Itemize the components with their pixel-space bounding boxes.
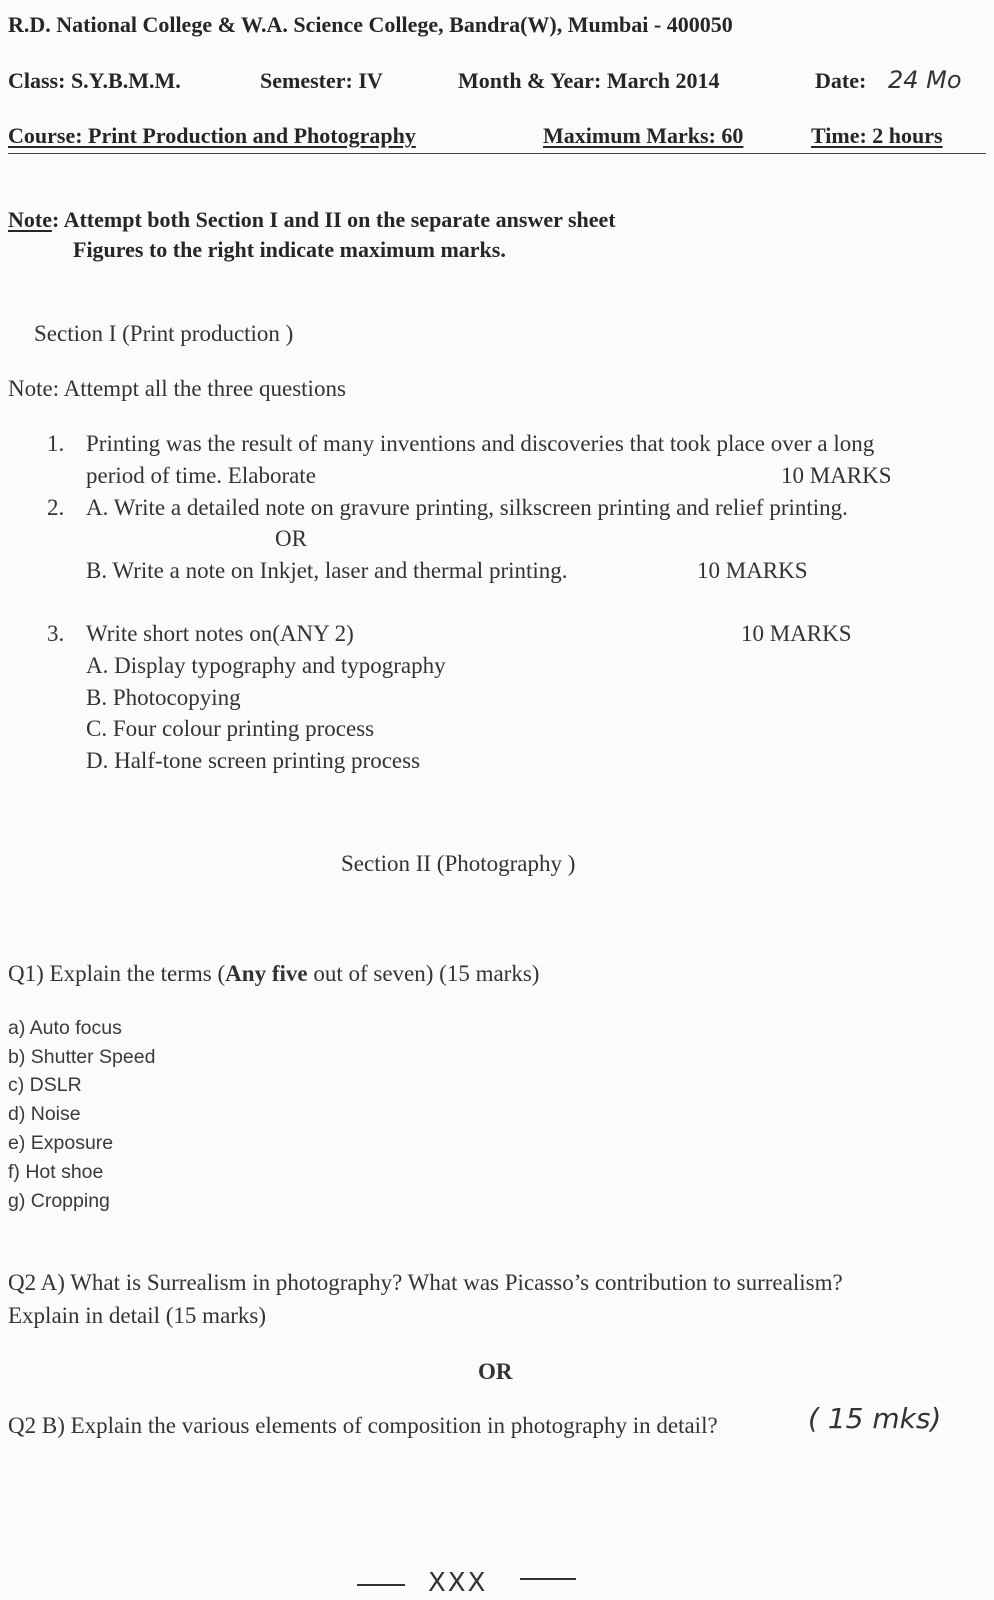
section1-note: Note: Attempt all the three questions — [8, 376, 346, 401]
q2-marks: 10 MARKS — [697, 558, 808, 583]
q3-text: Write short notes on(ANY 2) — [86, 621, 354, 646]
q3-item: B. Photocopying — [86, 685, 241, 710]
date-handwritten: 24 Mo — [888, 66, 962, 94]
end-mark: XXX — [428, 1568, 488, 1598]
term-item: f) Hot shoe — [8, 1161, 104, 1183]
q1-marks: 10 MARKS — [781, 463, 892, 488]
q3-number: 3. — [47, 621, 65, 646]
q3-item: D. Half-tone screen printing process — [86, 748, 421, 773]
q1-line-2: period of time. Elaborate — [86, 463, 316, 488]
s2-q1 — [8, 961, 539, 987]
q3-item: C. Four colour printing process — [86, 716, 375, 741]
course-label: Course: Print Production and Photography — [8, 123, 416, 148]
section2-title: Section II (Photography ) — [341, 851, 576, 876]
s2-or: OR — [478, 1359, 513, 1384]
s2-q2b: Q2 B) Explain the various elements of composition in photography in detail? — [8, 1413, 718, 1438]
s2-q2b-handwritten: ( 15 mks) — [808, 1402, 942, 1435]
note-line-1 — [8, 207, 616, 233]
max-marks-label: Maximum Marks: 60 — [543, 123, 744, 148]
term-item: g) Cropping — [8, 1190, 110, 1212]
note-label: Note — [8, 207, 52, 232]
q2a-text: A. Write a detailed note on gravure printing, silkscreen printing and relief printing. — [86, 495, 848, 520]
note-text-1: : Attempt both Section I and II on the separate answer sheet — [51, 207, 616, 232]
q1-number: 1. — [47, 431, 65, 456]
q3-marks: 10 MARKS — [741, 621, 852, 646]
header-rule — [8, 153, 986, 154]
term-item: b) Shutter Speed — [8, 1046, 156, 1068]
term-item: c) DSLR — [8, 1074, 82, 1096]
q2b-text: B. Write a note on Inkjet, laser and thermal printing. — [86, 558, 568, 583]
end-dash-left — [357, 1584, 405, 1586]
q3-item: A. Display typography and typography — [86, 653, 446, 678]
s2-q2a-line-2: Explain in detail (15 marks) — [8, 1303, 267, 1328]
time-label: Time: 2 hours — [811, 123, 943, 148]
college-title: R.D. National College & W.A. Science College, Bandra(W), Mumbai - 400050 — [8, 12, 733, 37]
term-item: a) Auto focus — [8, 1017, 122, 1039]
s2-q1-prefix: Q1) Explain the terms ( — [8, 961, 226, 986]
semester-label: Semester: IV — [260, 68, 383, 93]
s2-q1-bold: Any five — [225, 961, 308, 986]
q2-number: 2. — [47, 495, 65, 520]
term-item: d) Noise — [8, 1103, 81, 1125]
note-line-2: Figures to the right indicate maximum marks. — [73, 237, 506, 262]
section1-title: Section I (Print production ) — [34, 321, 294, 346]
s2-q1-suffix: out of seven) (15 marks) — [307, 961, 540, 986]
q2-or: OR — [275, 526, 307, 551]
q1-line-1: Printing was the result of many inventions and discoveries that took place over a long — [86, 431, 875, 456]
end-dash-right — [520, 1578, 576, 1580]
date-label: Date: — [815, 68, 867, 93]
month-year-label: Month & Year: March 2014 — [458, 68, 720, 93]
s2-q2a-line-1: Q2 A) What is Surrealism in photography? What was Picasso’s contribution to surrealism? — [8, 1270, 843, 1295]
class-label: Class: S.Y.B.M.M. — [8, 68, 181, 93]
term-item: e) Exposure — [8, 1132, 114, 1154]
